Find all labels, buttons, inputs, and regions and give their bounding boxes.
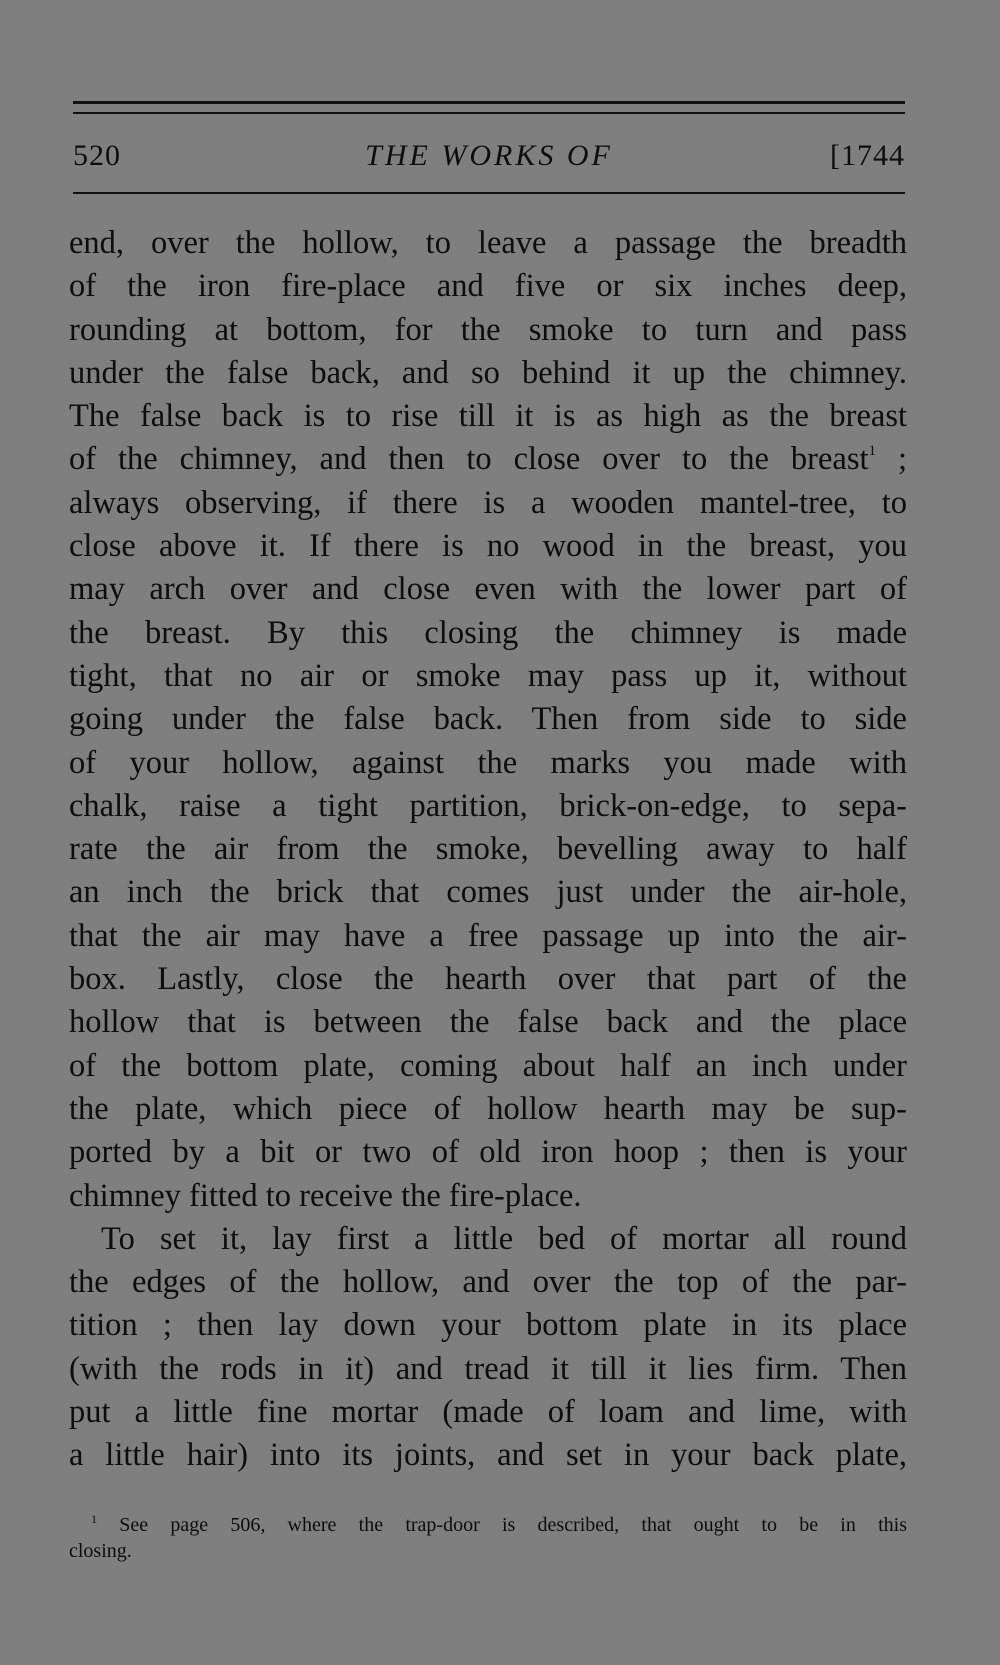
text-line: that the air may have a free passage up into the air- xyxy=(69,917,907,954)
text-line: a little hair) into its joints, and set in your back plate, xyxy=(69,1437,907,1474)
footnote-reference: 1 xyxy=(868,443,877,460)
header-year: [1744 xyxy=(830,139,905,172)
running-title: THE WORKS OF xyxy=(365,139,613,172)
text-line: end, over the hollow, to leave a passage the breadth xyxy=(69,225,907,261)
text-line-paragraph-start: To set it, lay first a little bed of mortar all round xyxy=(101,1220,907,1257)
text-line: of the iron fire-place and five or six inches deep, xyxy=(69,268,907,305)
text-line: put a little fine mortar (made of loam and lime, with xyxy=(69,1394,907,1431)
text-line: the breast. By this closing the chimney is made xyxy=(69,614,907,651)
text-line: of the bottom plate, coming about half an inch under xyxy=(69,1047,907,1084)
body-text xyxy=(69,222,907,1478)
footnote xyxy=(69,1512,907,1564)
text-line-content: of the chimney, and then to close over to the breast xyxy=(69,441,869,478)
text-line-suffix: ; xyxy=(876,441,907,478)
header-rule xyxy=(73,192,905,194)
page-header xyxy=(73,136,905,176)
page-number: 520 xyxy=(73,139,121,172)
text-line: under the false back, and so behind it up the chimney. xyxy=(69,354,907,391)
footnote-line xyxy=(69,1512,907,1538)
text-line: of your hollow, against the marks you made with xyxy=(69,744,907,781)
text-line-with-footnote-ref xyxy=(69,438,907,481)
footnote-marker: 1 xyxy=(91,1512,97,1526)
text-line: may arch over and close even with the lower part of xyxy=(69,571,907,608)
text-line: always observing, if there is a wooden mantel-tree, to xyxy=(69,484,907,521)
text-line: rate the air from the smoke, bevelling away to half xyxy=(69,831,907,868)
text-line: tition ; then lay down your bottom plate in its place xyxy=(69,1307,907,1344)
header-double-rule-top xyxy=(73,101,905,104)
header-double-rule-bottom xyxy=(73,112,905,114)
text-line: the edges of the hollow, and over the top of the par- xyxy=(69,1264,907,1301)
text-line: rounding at bottom, for the smoke to turn and pass xyxy=(69,311,907,348)
text-line: an inch the brick that comes just under the air-hole, xyxy=(69,874,907,911)
text-line: close above it. If there is no wood in the breast, you xyxy=(69,528,907,565)
text-line: The false back is to rise till it is as high as the breast xyxy=(69,398,907,435)
text-line: going under the false back. Then from side to side xyxy=(69,701,907,738)
footnote-line: closing. xyxy=(69,1540,132,1562)
text-line: box. Lastly, close the hearth over that part of the xyxy=(69,961,907,998)
text-line: the plate, which piece of hollow hearth may be sup- xyxy=(69,1090,907,1127)
footnote-text: See page 506, where the trap-door is described, that ought to be in this xyxy=(119,1514,907,1536)
text-line: (with the rods in it) and tread it till it lies firm. Then xyxy=(69,1350,907,1387)
text-line-paragraph-end: chimney fitted to receive the fire-place. xyxy=(69,1177,582,1214)
text-line: hollow that is between the false back and the place xyxy=(69,1004,907,1041)
text-line: ported by a bit or two of old iron hoop ; then is your xyxy=(69,1134,907,1171)
text-line: chalk, raise a tight partition, brick-on-edge, to sepa- xyxy=(69,787,907,824)
text-line: tight, that no air or smoke may pass up it, without xyxy=(69,657,907,694)
